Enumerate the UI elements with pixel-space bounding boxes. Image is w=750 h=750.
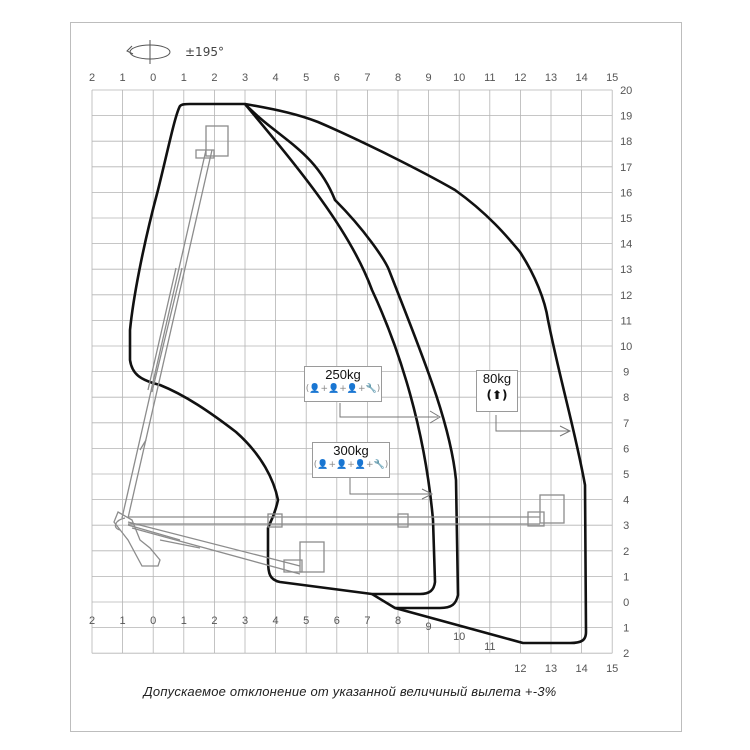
x-tick-top: 5	[303, 72, 310, 84]
x-tick-bottom: 1	[180, 615, 187, 627]
y-tick-right: 8	[623, 392, 630, 405]
x-tick-bottom: 6	[333, 615, 340, 627]
x-tick-bottom: 0	[150, 615, 157, 627]
x-tick-top: 4	[272, 72, 279, 84]
load-value-250: 250kg	[325, 367, 361, 382]
x-tick-bottom: 2	[211, 615, 218, 627]
x-tick-top: 15	[606, 72, 619, 84]
load-value-80: 80kg	[482, 371, 512, 386]
load-persons-300: (👤+👤+👤+🔧)	[313, 460, 389, 470]
x-tick-bottom: 11	[484, 641, 496, 653]
x-tick-bottom: 13	[544, 663, 558, 675]
basket-low	[300, 542, 324, 572]
y-tick-right: 10	[620, 341, 633, 353]
x-tick-top: 2	[211, 72, 218, 84]
x-tick-top: 6	[333, 72, 340, 84]
y-tick-right: 9	[623, 366, 630, 379]
y-tick-right: 18	[620, 136, 633, 149]
y-tick-right: 3	[623, 520, 630, 533]
x-tick-top: 1	[180, 72, 187, 84]
x-tick-bottom: 4	[272, 615, 279, 627]
y-tick-right: 20	[620, 85, 633, 97]
y-tick-right: 6	[623, 443, 630, 456]
x-tick-top: 2	[88, 72, 96, 84]
x-tick-top: 0	[150, 72, 157, 84]
load-persons-250: (👤+👤+👤+🔧)	[305, 384, 381, 394]
x-tick-bottom: 14	[575, 663, 588, 675]
x-tick-top: 14	[575, 72, 588, 84]
x-tick-bottom: 7	[364, 615, 371, 627]
load-label-300	[312, 442, 390, 478]
x-tick-bottom: 5	[303, 615, 310, 627]
x-tick-top: 9	[425, 72, 432, 84]
y-tick-right: 1	[623, 622, 630, 635]
envelope-250kg	[245, 104, 458, 608]
x-tick-top: 13	[544, 72, 558, 84]
x-tick-top: 3	[241, 72, 249, 84]
basket-up-icon: (⬆)	[486, 388, 508, 402]
x-tick-bottom: 8	[394, 615, 402, 627]
x-tick-top: 12	[514, 72, 527, 84]
rotation-label: ±195°	[185, 45, 224, 59]
x-tick-top: 11	[484, 72, 496, 84]
x-tick-bottom: 3	[241, 615, 249, 627]
load-label-80	[476, 370, 518, 412]
y-tick-right: 2	[623, 545, 630, 558]
x-tick-top: 10	[453, 72, 466, 84]
x-tick-top: 7	[364, 72, 371, 84]
y-tick-right: 19	[620, 110, 633, 123]
y-tick-right: 11	[620, 315, 632, 328]
y-tick-right: 5	[623, 469, 630, 481]
x-tick-bottom: 2	[88, 615, 96, 627]
x-tick-bottom: 1	[119, 615, 126, 627]
x-tick-bottom: 10	[453, 631, 466, 643]
x-tick-top: 1	[119, 72, 126, 84]
x-tick-bottom: 9	[425, 621, 432, 633]
y-tick-right: 14	[620, 238, 633, 251]
y-tick-right: 15	[620, 213, 633, 225]
x-tick-top: 8	[394, 72, 402, 84]
y-tick-right: 13	[620, 264, 633, 277]
y-tick-right: 0	[623, 597, 630, 609]
y-tick-right: 17	[620, 161, 633, 174]
x-tick-bottom: 15	[606, 663, 619, 675]
y-tick-right: 1	[623, 571, 630, 584]
rotation-icon	[127, 40, 170, 64]
y-tick-right: 2	[623, 648, 630, 661]
y-tick-right: 7	[623, 417, 630, 430]
machine-boom	[114, 126, 564, 574]
x-tick-bottom: 12	[514, 663, 527, 675]
y-tick-right: 4	[623, 494, 630, 507]
tolerance-caption: Допускаемое отклонение от указанной величиный вылета +-3%	[143, 684, 557, 699]
y-tick-right: 16	[620, 187, 633, 200]
load-value-300: 300kg	[333, 443, 369, 458]
load-label-250	[304, 366, 382, 402]
envelope-80kg	[245, 104, 586, 643]
y-tick-right: 12	[620, 289, 633, 302]
